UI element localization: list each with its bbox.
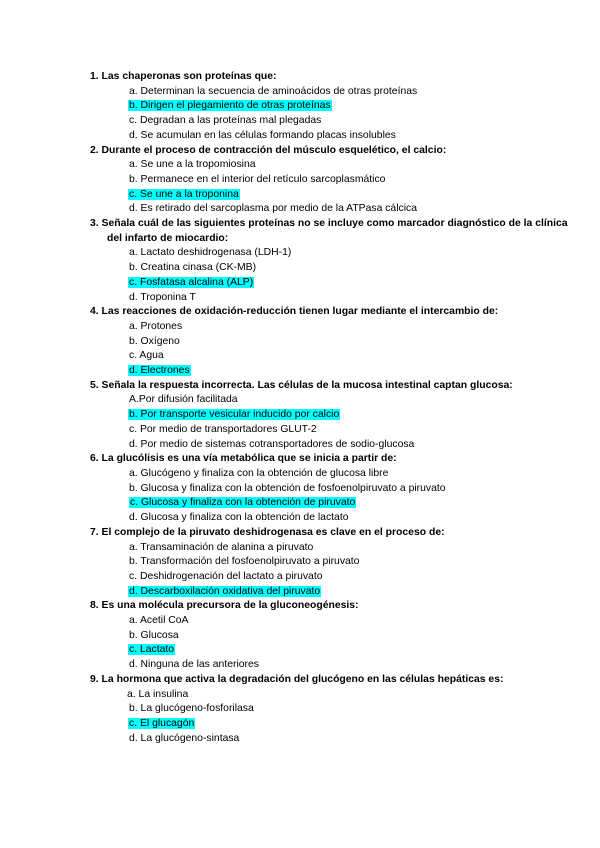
answer-option-text: d. Troponina T (129, 291, 196, 303)
answer-option-correct (90, 717, 580, 732)
answer-option-text: b. Por transporte vesicular inducido por calcio (129, 409, 340, 421)
answer-option (90, 658, 580, 673)
answer-option-text: a. Glucógeno y finaliza con la obtención de glucosa libre (129, 467, 389, 479)
answer-option-text: d. Electrones (129, 365, 190, 377)
answer-option-text: c. Degradan a las proteínas mal plegadas (129, 115, 322, 127)
answer-option-text: a. Se une a la tropomiosina (129, 159, 256, 171)
question-5 (90, 379, 580, 453)
answer-option-text: d. Descarboxilación oxidativa del piruvato (129, 585, 321, 597)
answer-option-text: a. Protones (129, 320, 183, 332)
option-list (90, 246, 580, 305)
question-title: 5. Señala la respuesta incorrecta. Las células de la mucosa intestinal captan glucosa: (90, 379, 513, 391)
answer-option-text: d. Por medio de sistemas cotransportadores de sodio-glucosa (129, 438, 415, 450)
question-title: 7. El complejo de la piruvato deshidrogenasa es clave en el proceso de: (90, 526, 445, 538)
answer-option (90, 158, 580, 173)
question-title: 1. Las chaperonas son proteínas que: (90, 71, 277, 82)
answer-option (90, 438, 580, 453)
answer-option-text: c. Por medio de transportadores GLUT-2 (129, 423, 317, 435)
answer-option-correct (90, 585, 580, 600)
answer-option (90, 393, 580, 408)
answer-option-text: b. La glucógeno-fosforilasa (129, 703, 254, 715)
answer-option (90, 291, 580, 306)
answer-option-text: c. Fosfatasa alcalina (ALP) (129, 276, 254, 288)
answer-option-correct (90, 408, 580, 423)
answer-option (90, 349, 580, 364)
answer-option-correct (90, 364, 580, 379)
question-7 (90, 526, 580, 600)
question-8 (90, 599, 580, 673)
answer-option-text: a. Transaminación de alanina a piruvato (129, 541, 314, 553)
answer-option-text: c. Agua (129, 350, 164, 362)
option-list (90, 85, 580, 144)
option-list (90, 688, 580, 747)
answer-option-text: b. Dirigen el plegamiento de otras proteínas (129, 100, 331, 112)
answer-option-text: d. Glucosa y finaliza con la obtención de lactato (129, 512, 349, 524)
question-title: 9. La hormona que activa la degradación del glucógeno en las células hepáticas es: (90, 673, 504, 685)
answer-option-text: b. Glucosa (129, 629, 179, 641)
answer-option (90, 688, 580, 703)
answer-option (90, 423, 580, 438)
answer-option (90, 85, 580, 100)
answer-option (90, 570, 580, 585)
answer-option (90, 629, 580, 644)
answer-option-text: a. Acetil CoA (129, 615, 189, 627)
option-list (90, 541, 580, 600)
question-title: 3. Señala cuál de las siguientes proteínas no se incluye como marcador diagnóstico de la clínica del infarto de miocardio: (90, 218, 568, 244)
option-list (90, 320, 580, 379)
answer-option-text: b. Transformación del fosfoenolpiruvato a piruvato (129, 556, 360, 568)
answer-option-text: c. Lactato (129, 644, 175, 656)
answer-option-correct (90, 276, 580, 291)
question-title: 8. Es una molécula precursora de la gluconeogénesis: (90, 600, 359, 612)
answer-option-text: a. Lactato deshidrogenasa (LDH-1) (129, 247, 292, 259)
answer-option-correct (90, 496, 580, 511)
answer-option-text: b. Creatina cinasa (CK-MB) (129, 262, 257, 274)
option-list (90, 614, 580, 673)
answer-option (90, 541, 580, 556)
answer-option-text: A.Por difusión facilitada (129, 394, 238, 406)
answer-option-text: b. Permanece en el interior del retículo sarcoplasmático (129, 173, 386, 185)
answer-option-text: c. Deshidrogenación del lactato a piruvato (129, 570, 323, 582)
option-list (90, 467, 580, 526)
answer-option-text: d. Es retirado del sarcoplasma por medio de la ATPasa cálcica (129, 203, 417, 215)
answer-option (90, 614, 580, 629)
question-3 (90, 217, 580, 305)
answer-option-text: c. Se une a la troponina (129, 188, 239, 200)
answer-option-text: a. La insulina (127, 688, 189, 700)
question-2 (90, 144, 580, 218)
answer-option (90, 261, 580, 276)
question-title: 4. Las reacciones de oxidación-reducción tienen lugar mediante el intercambio de: (90, 306, 499, 318)
answer-option (90, 511, 580, 526)
answer-option (90, 114, 580, 129)
answer-option-text: c. Glucosa y finaliza con la obtención de piruvato (130, 497, 356, 509)
question-title: 6. La glucólisis es una vía metabólica que se inicia a partir de: (90, 453, 397, 465)
answer-option-correct (90, 643, 580, 658)
answer-option (90, 246, 580, 261)
answer-option-text: c. El glucagón (129, 717, 195, 729)
question-title: 2. Durante el proceso de contracción del músculo esquelético, el calcio: (90, 144, 447, 156)
answer-option-text: d. Ninguna de las anteriores (129, 659, 259, 671)
question-1 (90, 70, 580, 144)
option-list (90, 158, 580, 217)
answer-option (90, 320, 580, 335)
answer-option (90, 555, 580, 570)
answer-option (90, 702, 580, 717)
answer-option-text: b. Oxígeno (129, 335, 180, 347)
answer-option (90, 335, 580, 350)
answer-option (90, 173, 580, 188)
answer-option-correct (90, 188, 580, 203)
answer-option-text: d. La glucógeno-sintasa (129, 732, 240, 744)
answer-option (90, 467, 580, 482)
answer-option-text: a. Determinan la secuencia de aminoácidos de otras proteínas (129, 85, 418, 97)
answer-option (90, 482, 580, 497)
quiz-document (90, 70, 580, 746)
answer-option (90, 202, 580, 217)
option-list (90, 393, 580, 452)
answer-option (90, 129, 580, 144)
question-6 (90, 452, 580, 526)
answer-option (90, 732, 580, 747)
answer-option-text: d. Se acumulan en las células formando placas insolubles (129, 129, 396, 141)
answer-option-correct (90, 99, 580, 114)
answer-option-text: b. Glucosa y finaliza con la obtención de fosfoenolpiruvato a piruvato (129, 482, 446, 494)
question-4 (90, 305, 580, 379)
question-9 (90, 673, 580, 747)
